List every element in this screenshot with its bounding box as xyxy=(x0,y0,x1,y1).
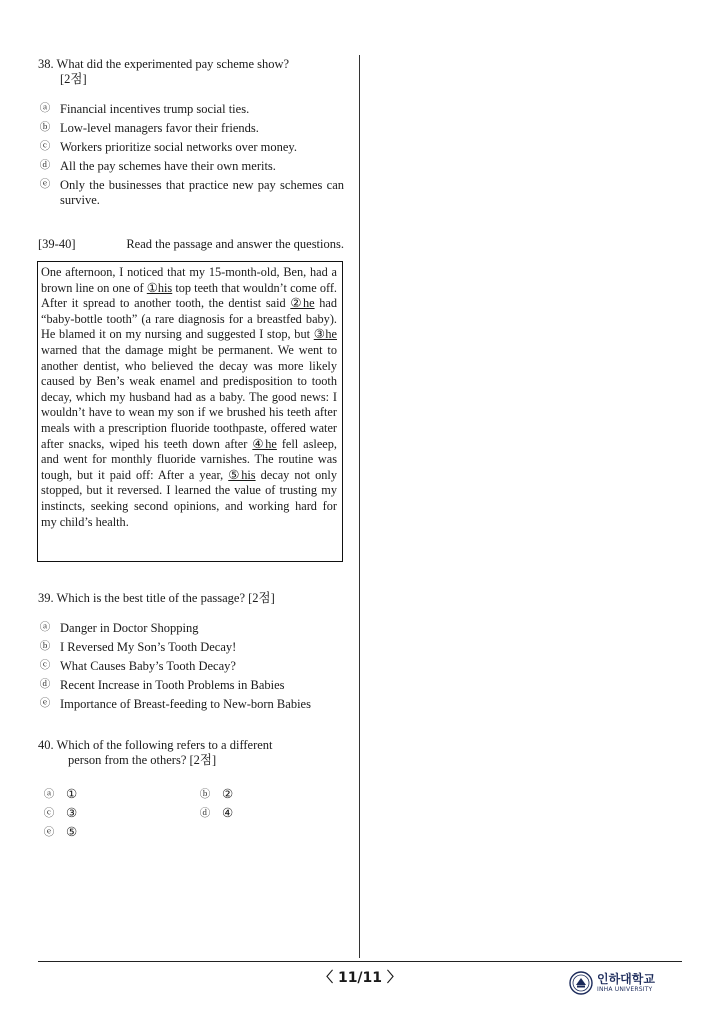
reading-passage xyxy=(37,261,343,562)
question-39-options xyxy=(38,621,344,716)
page-number: 〈 11/11 〉 xyxy=(319,970,401,986)
passage-instruction xyxy=(38,237,344,252)
passage-text: One afternoon, I noticed that my 15-month-old, Ben, had a brown line on one of xyxy=(41,265,337,295)
question-40-title-cont: person from the others? [2점] xyxy=(68,753,217,767)
instruction-range: [39-40] xyxy=(38,237,76,251)
university-logo xyxy=(569,971,655,995)
option-mark: ⓑ xyxy=(199,788,211,800)
marker-3: ③he xyxy=(313,327,338,342)
question-38-options xyxy=(38,102,344,210)
option-text: Recent Increase in Tooth Problems in Babies xyxy=(60,678,285,692)
option-a[interactable] xyxy=(38,621,344,640)
option-mark: ⓓ xyxy=(199,807,211,819)
option-text: Workers prioritize social networks over money. xyxy=(60,140,297,154)
option-text: What Causes Baby’s Tooth Decay? xyxy=(60,659,236,673)
passage-text: warned that the damage might be permanent. We went to another dentist, who believed the decay was more likely caused by Ben’s weak enamel and predisposition to tooth decay, which my husband had as a baby. The good news: I wouldn’t have to wean my son if we brushed his teeth after meals with a prescription fluoride toothpaste, offered water after snacks, wiped his teeth down after xyxy=(41,342,337,451)
option-a[interactable] xyxy=(38,102,344,121)
option-mark: ⓓ xyxy=(39,679,51,690)
option-text: Financial incentives trump social ties. xyxy=(60,102,250,116)
passage-text: fell asleep, and went for monthly fluoride varnishes. The routine was tough, but it paid off: After a year, xyxy=(41,436,337,482)
logo-korean: 인하대학교 xyxy=(597,971,655,986)
question-38-points: [2점] xyxy=(60,72,87,86)
option-text: Low-level managers favor their friends. xyxy=(60,121,259,135)
option-mark: ⓑ xyxy=(39,641,51,652)
marker-5: ⑤his xyxy=(228,467,256,482)
column-divider xyxy=(359,55,360,958)
option-mark: ⓔ xyxy=(39,698,51,709)
option-c[interactable] xyxy=(38,659,344,678)
university-seal-icon xyxy=(569,971,593,995)
option-text: I Reversed My Son’s Tooth Decay! xyxy=(60,640,237,654)
question-39 xyxy=(38,591,344,716)
option-text: Danger in Doctor Shopping xyxy=(60,621,199,635)
option-c[interactable] xyxy=(42,806,77,821)
option-text: ② xyxy=(222,787,234,801)
passage-text: top teeth that wouldn’t come off. After it spread to another tooth, the dentist said xyxy=(41,280,338,311)
footer-rule xyxy=(38,961,682,962)
option-b[interactable] xyxy=(198,787,233,802)
option-text: ⑤ xyxy=(66,825,78,839)
marker-2: ②he xyxy=(290,296,315,311)
question-40 xyxy=(38,738,344,839)
question-38-title: 38. What did the experimented pay scheme show? xyxy=(38,57,290,71)
option-mark: ⓔ xyxy=(39,179,51,190)
logo-english: INHA UNIVERSITY xyxy=(597,985,653,993)
passage-text: had “baby-bottle tooth” (a rare diagnosis for a breastfed baby). He blamed it on my nursing and suggested I stop, but xyxy=(41,296,337,342)
option-e[interactable] xyxy=(38,178,344,210)
option-mark: ⓐ xyxy=(39,622,51,633)
option-d[interactable] xyxy=(38,678,344,697)
option-a[interactable] xyxy=(42,787,77,802)
question-38 xyxy=(38,57,344,207)
option-mark: ⓒ xyxy=(43,807,55,819)
marker-4: ④he xyxy=(252,436,277,451)
option-mark: ⓐ xyxy=(43,788,55,800)
question-39-title: 39. Which is the best title of the passage? [2점] xyxy=(38,591,275,605)
option-text: ① xyxy=(66,787,78,801)
option-c[interactable] xyxy=(38,140,344,159)
option-mark: ⓒ xyxy=(39,141,51,152)
option-mark: ⓓ xyxy=(39,160,51,171)
option-text: Importance of Breast-feeding to New-born Babies xyxy=(60,697,311,711)
option-e[interactable] xyxy=(42,825,77,840)
option-mark: ⓑ xyxy=(39,122,51,133)
option-mark: ⓒ xyxy=(39,660,51,671)
option-e[interactable] xyxy=(38,697,344,716)
option-b[interactable] xyxy=(38,640,344,659)
option-d[interactable] xyxy=(198,806,233,821)
option-b[interactable] xyxy=(38,121,344,140)
logo-text xyxy=(597,973,655,994)
instruction-text: Read the passage and answer the questions. xyxy=(126,237,344,251)
option-text: ③ xyxy=(66,806,78,820)
option-text: Only the businesses that practice new pay schemes can survive. xyxy=(60,178,344,207)
option-mark: ⓔ xyxy=(43,826,55,838)
marker-1: ①his xyxy=(146,280,173,295)
passage-text: decay not only stopped, but it reversed. I learned the value of trusting my instincts, seeking second opinions, and working hard for my child’s health. xyxy=(41,467,337,529)
option-text: All the pay schemes have their own merits. xyxy=(60,159,276,173)
question-40-title: 40. Which of the following refers to a different xyxy=(38,738,273,752)
option-d[interactable] xyxy=(38,159,344,178)
option-text: ④ xyxy=(222,806,234,820)
option-mark: ⓐ xyxy=(39,103,51,114)
